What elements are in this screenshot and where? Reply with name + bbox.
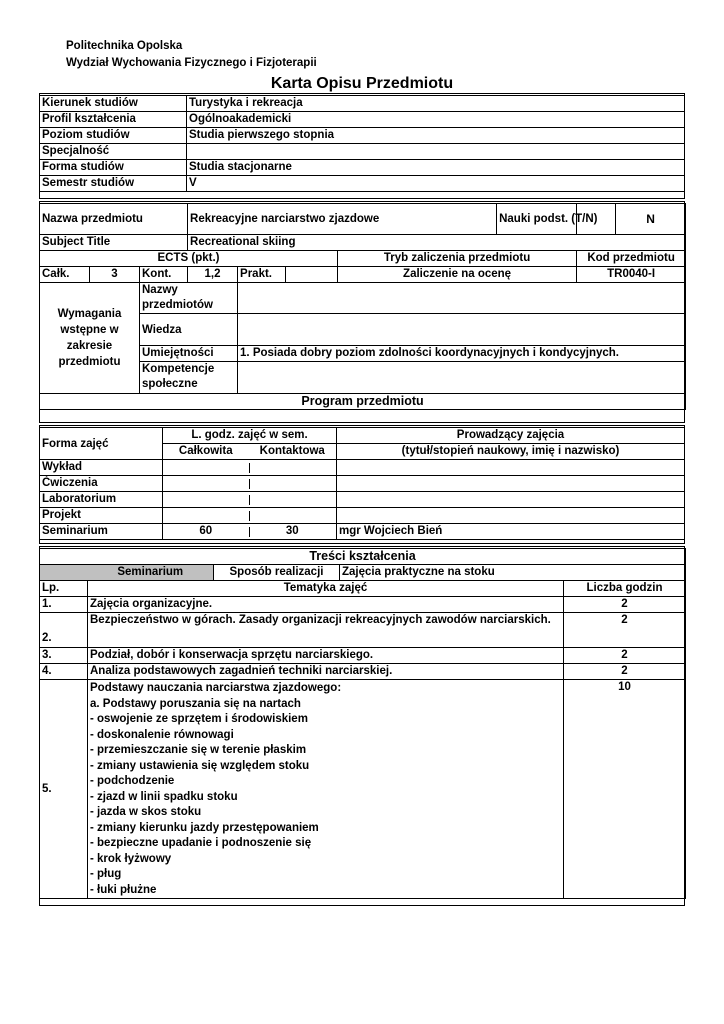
topic-label: Tematyka zajęć: [88, 581, 564, 597]
program-contact: [249, 492, 337, 508]
study-info-row: [40, 144, 685, 160]
topic-line: - przemieszczanie się w terenie płaskim: [90, 744, 307, 756]
content-topic: Bezpieczeństwo w górach. Zasady organizacji rekreacyjnych zawodów narciarskich.: [88, 613, 564, 648]
study-info-row: [40, 128, 685, 144]
program-form: Seminarium: [40, 524, 163, 540]
subject-name-label: Nazwa przedmiotu: [40, 204, 188, 235]
program-total: [163, 508, 249, 524]
study-info-value: Turystyka i rekreacja: [187, 96, 685, 112]
lecturer-label: Prowadzący zajęcia: [337, 428, 685, 444]
content-hours: 10: [564, 680, 686, 899]
program-lecturer: mgr Wojciech Bień: [337, 524, 685, 540]
mode-label: Tryb zaliczenia przedmiotu: [338, 251, 577, 267]
study-info-value: Studia pierwszego stopnia: [187, 128, 685, 144]
study-info-row: [40, 176, 685, 192]
page-title: Karta Opisu Przedmiotu: [270, 75, 454, 92]
topic-line: - podchodzenie: [90, 775, 175, 787]
content-title: Treści kształcenia: [40, 549, 686, 565]
program-form: Ćwiczenia: [40, 476, 163, 492]
program-lecturer: [337, 476, 685, 492]
topic-line: Podstawy nauczania narciarstwa zjazdowego:: [90, 682, 342, 694]
program-row: [40, 492, 685, 508]
topic-line: - łuki płużne: [90, 883, 157, 896]
study-info-value: Ogólnoakademicki: [187, 112, 685, 128]
study-info-label: Specjalność: [40, 144, 187, 160]
practical-ects: [286, 267, 338, 283]
ects-label: ECTS (pkt.): [40, 251, 338, 267]
study-info-table: [39, 95, 685, 192]
program-contact: [249, 508, 337, 524]
program-contact: [249, 476, 337, 492]
contact-ects: 1,2: [188, 267, 238, 283]
content-row: [40, 664, 686, 680]
content-topic: Zajęcia organizacyjne.: [88, 597, 564, 613]
lp-label: Lp.: [40, 581, 88, 597]
prior-subjects: [238, 283, 686, 314]
total-ects: 3: [90, 267, 140, 283]
program-total: 60: [163, 524, 249, 540]
content-form: Seminarium: [88, 565, 214, 581]
study-info-row: [40, 112, 685, 128]
content-lp: 1.: [40, 597, 88, 613]
program-row: [40, 476, 685, 492]
content-row: [40, 680, 686, 899]
university-name: Politechnika Opolska: [66, 40, 183, 52]
program-total: [163, 492, 249, 508]
lecturer-sublabel: (tytuł/stopień naukowy, imię i nazwisko): [337, 444, 685, 460]
program-contact: 30: [249, 524, 337, 540]
program-table: [39, 427, 685, 540]
topic-line: - oswojenie ze sprzętem i środowiskiem: [90, 713, 308, 725]
content-row: [40, 613, 686, 648]
program-row: [40, 524, 685, 540]
subject-title-label: Subject Title: [40, 235, 188, 251]
topic-line: - zjazd w linii spadku stoku: [90, 790, 238, 803]
program-lecturer: [337, 492, 685, 508]
skills-label: Umiejętności: [140, 346, 238, 362]
hours-label: L. godz. zajęć w sem.: [163, 428, 337, 444]
competence-value: [238, 362, 686, 394]
basic-sciences-value: N: [646, 212, 655, 226]
content-row: [40, 648, 686, 664]
competence-label: Kompetencje społeczne: [140, 362, 238, 394]
content-lp: 5.: [40, 680, 88, 899]
study-info-value: Studia stacjonarne: [187, 160, 685, 176]
study-info-label: Kierunek studiów: [40, 96, 187, 112]
program-title: Program przedmiotu: [40, 394, 686, 410]
practical-label: Prakt.: [238, 267, 286, 283]
topic-line: - doskonalenie równowagi: [90, 728, 234, 741]
program-row: [40, 508, 685, 524]
content-row: [40, 597, 686, 613]
study-info-row: [40, 160, 685, 176]
topic-line: - pług: [90, 868, 122, 880]
total-label: Całk.: [40, 267, 90, 283]
program-total: [163, 476, 249, 492]
subject-table: [39, 203, 686, 410]
content-lp: 3.: [40, 648, 88, 664]
contact-label: Kont.: [140, 267, 188, 283]
content-topic: Analiza podstawowych zagadnień techniki narciarskiej.: [88, 664, 564, 680]
topic-line: - zmiany kierunku jazdy przestępowaniem: [90, 821, 319, 834]
knowledge-value: [238, 314, 686, 346]
content-hours: 2: [564, 597, 686, 613]
faculty-name: Wydział Wychowania Fizycznego i Fizjoterapii: [66, 57, 317, 69]
knowledge-label: Wiedza: [140, 314, 238, 346]
content-hours: 2: [564, 613, 686, 648]
basic-sciences-label: Nauki podst. (T/N): [497, 204, 577, 235]
topic-line: - jazda w skos stoku: [90, 806, 202, 818]
hours-count-label: Liczba godzin: [564, 581, 686, 597]
method-label: Sposób realizacji: [214, 565, 340, 581]
content-hours: 2: [564, 664, 686, 680]
subject-name: Rekreacyjne narciarstwo zjazdowe: [188, 204, 497, 235]
skills-value: 1. Posiada dobry poziom zdolności koordynacyjnych i kondycyjnych.: [238, 346, 686, 362]
completion-mode: Zaliczenie na ocenę: [338, 267, 577, 283]
subject-code: TR0040-I: [577, 267, 686, 283]
study-info-label: Forma studiów: [40, 160, 187, 176]
program-lecturer: [337, 508, 685, 524]
requirements-label: Wymagania wstępne w zakresie przedmiotu: [40, 283, 140, 394]
content-lp: 4.: [40, 664, 88, 680]
study-info-value: V: [187, 176, 685, 192]
content-hours: 2: [564, 648, 686, 664]
program-form: Projekt: [40, 508, 163, 524]
program-contact: [249, 460, 337, 476]
prior-subjects-label: Nazwy przedmiotów: [140, 283, 238, 314]
study-info-value: [187, 144, 685, 160]
study-info-label: Poziom studiów: [40, 128, 187, 144]
code-label: Kod przedmiotu: [577, 251, 686, 267]
program-lecturer: [337, 460, 685, 476]
topic-line: a. Podstawy poruszania się na nartach: [90, 697, 301, 710]
program-total: [163, 460, 249, 476]
content-table: [39, 548, 686, 899]
program-form: Laboratorium: [40, 492, 163, 508]
topic-line: - bezpieczne upadanie i podnoszenie się: [90, 837, 312, 849]
content-topic: [88, 680, 564, 899]
program-row: [40, 460, 685, 476]
method-value: Zajęcia praktyczne na stoku: [340, 565, 686, 581]
subject-title: Recreational skiing: [188, 235, 686, 251]
program-form: Wykład: [40, 460, 163, 476]
topic-line: - zmiany ustawienia się względem stoku: [90, 759, 310, 772]
content-lp: 2.: [40, 613, 88, 648]
hours-contact-label: Kontaktowa: [249, 444, 337, 460]
study-info-label: Semestr studiów: [40, 176, 187, 192]
topic-line: - krok łyżwowy: [90, 852, 172, 865]
study-info-row: [40, 96, 685, 112]
hours-total-label: Całkowita: [163, 444, 249, 460]
form-label: Forma zajęć: [40, 428, 163, 460]
study-info-label: Profil kształcenia: [40, 112, 187, 128]
content-topic: Podział, dobór i konserwacja sprzętu narciarskiego.: [88, 648, 564, 664]
